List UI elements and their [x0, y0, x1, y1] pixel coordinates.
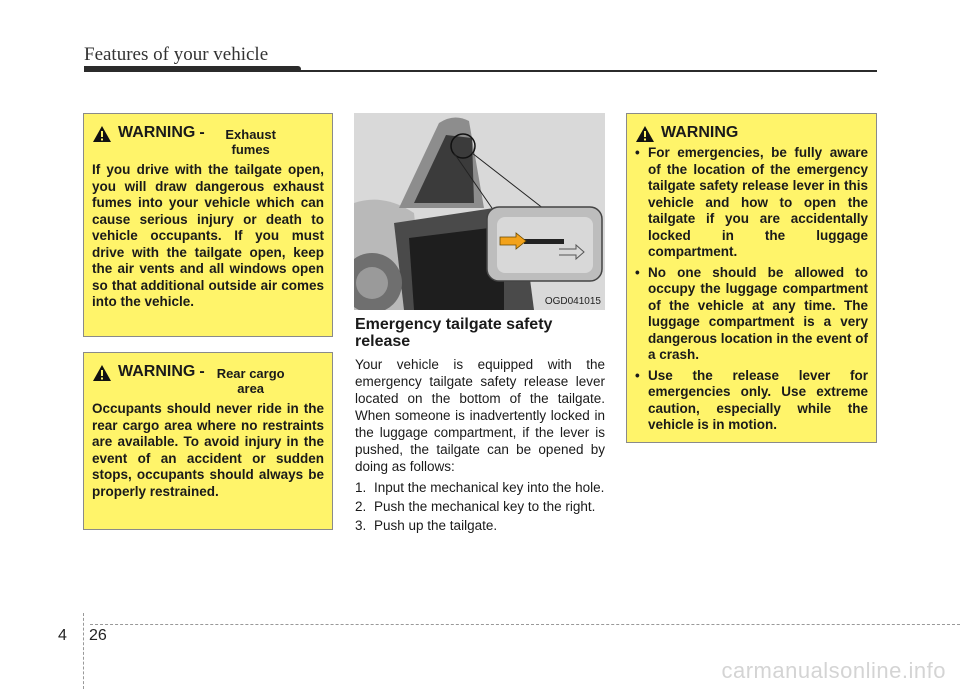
- footer-divider: [83, 613, 84, 689]
- step-text: Push up the tailgate.: [374, 518, 498, 533]
- page-number: 26: [89, 627, 107, 644]
- step-text: Push the mechanical key to the right.: [374, 499, 596, 514]
- warning-bullets: [635, 145, 868, 434]
- warning-subtitle: Exhaust fumes: [225, 127, 276, 157]
- warning-dash: -: [199, 363, 205, 380]
- warning-exhaust-box: [83, 113, 333, 337]
- warning-subtitle: Rear cargo area: [216, 366, 285, 396]
- warning-bullet: • Use the release lever for emergencies only. Use extreme caution, especially while the vehicle is in motion.: [635, 368, 868, 434]
- steps-list: [355, 479, 605, 534]
- header-title: Features of your vehicle: [84, 44, 269, 65]
- warning-exhaust-header: [92, 124, 324, 157]
- step-item: [355, 498, 605, 515]
- step-text: Input the mechanical key into the hole.: [374, 480, 605, 495]
- warning-exhaust-text: If you drive with the tailgate open, you will draw dangerous exhaust fumes into your vehicle which can cause serious injury or death to vehicle occupants. If you must drive with the tailgate open, keep the air vents and all windows open so that additional outside air comes into the vehicle.: [92, 162, 324, 309]
- step-number: 2.: [355, 499, 367, 514]
- warning-label: WARNING: [118, 124, 196, 141]
- warning-bullet: • For emergencies, be fully aware of the location of the emergency tailgate safety release lever in this vehicle and how to open the tailgate if you are accidentally locked in the luggage compartment.: [635, 145, 868, 261]
- warning-triangle-icon: [92, 125, 112, 143]
- step-number: 1.: [355, 480, 367, 495]
- warning-cargo-header: [92, 363, 324, 396]
- warning-emergency-header: [635, 124, 868, 143]
- warning-dash: -: [199, 124, 205, 141]
- tailgate-photo: [354, 113, 605, 310]
- warning-bullet: • No one should be allowed to occupy the luggage compartment of the vehicle at any time. The luggage compartment is a very dangerous location in the event of a crash.: [635, 265, 868, 364]
- warning-triangle-icon: [635, 125, 655, 143]
- step-item: [355, 517, 605, 534]
- watermark: carmanualsonline.info: [721, 658, 946, 683]
- step-number: 3.: [355, 518, 367, 533]
- footer-rule: [90, 624, 960, 625]
- warning-emergency-box: [626, 113, 877, 443]
- section-title: Emergency tailgate safety release: [355, 316, 553, 350]
- tailgate-illustration: [354, 113, 605, 310]
- warning-label: WARNING: [661, 124, 739, 141]
- warning-label: WARNING: [118, 363, 196, 380]
- chapter-number: 4: [58, 627, 67, 644]
- warning-triangle-icon: [92, 364, 112, 382]
- section-body: [355, 356, 605, 536]
- warning-cargo-box: [83, 352, 333, 530]
- section-paragraph: Your vehicle is equipped with the emergency tailgate safety release lever located on the bottom of the tailgate. When someone is inadvertently locked in the luggage compartment, if the lever is pushed, the tailgate can be opened by doing as follows:: [355, 357, 605, 474]
- header-rule-accent: [84, 66, 301, 72]
- step-item: [355, 479, 605, 496]
- photo-code: OGD041015: [544, 296, 601, 307]
- warning-cargo-text: Occupants should never ride in the rear cargo area where no restraints are available. To avoid injury in the event of an accident or sudden stops, occupants should always be properly restrained.: [92, 401, 324, 499]
